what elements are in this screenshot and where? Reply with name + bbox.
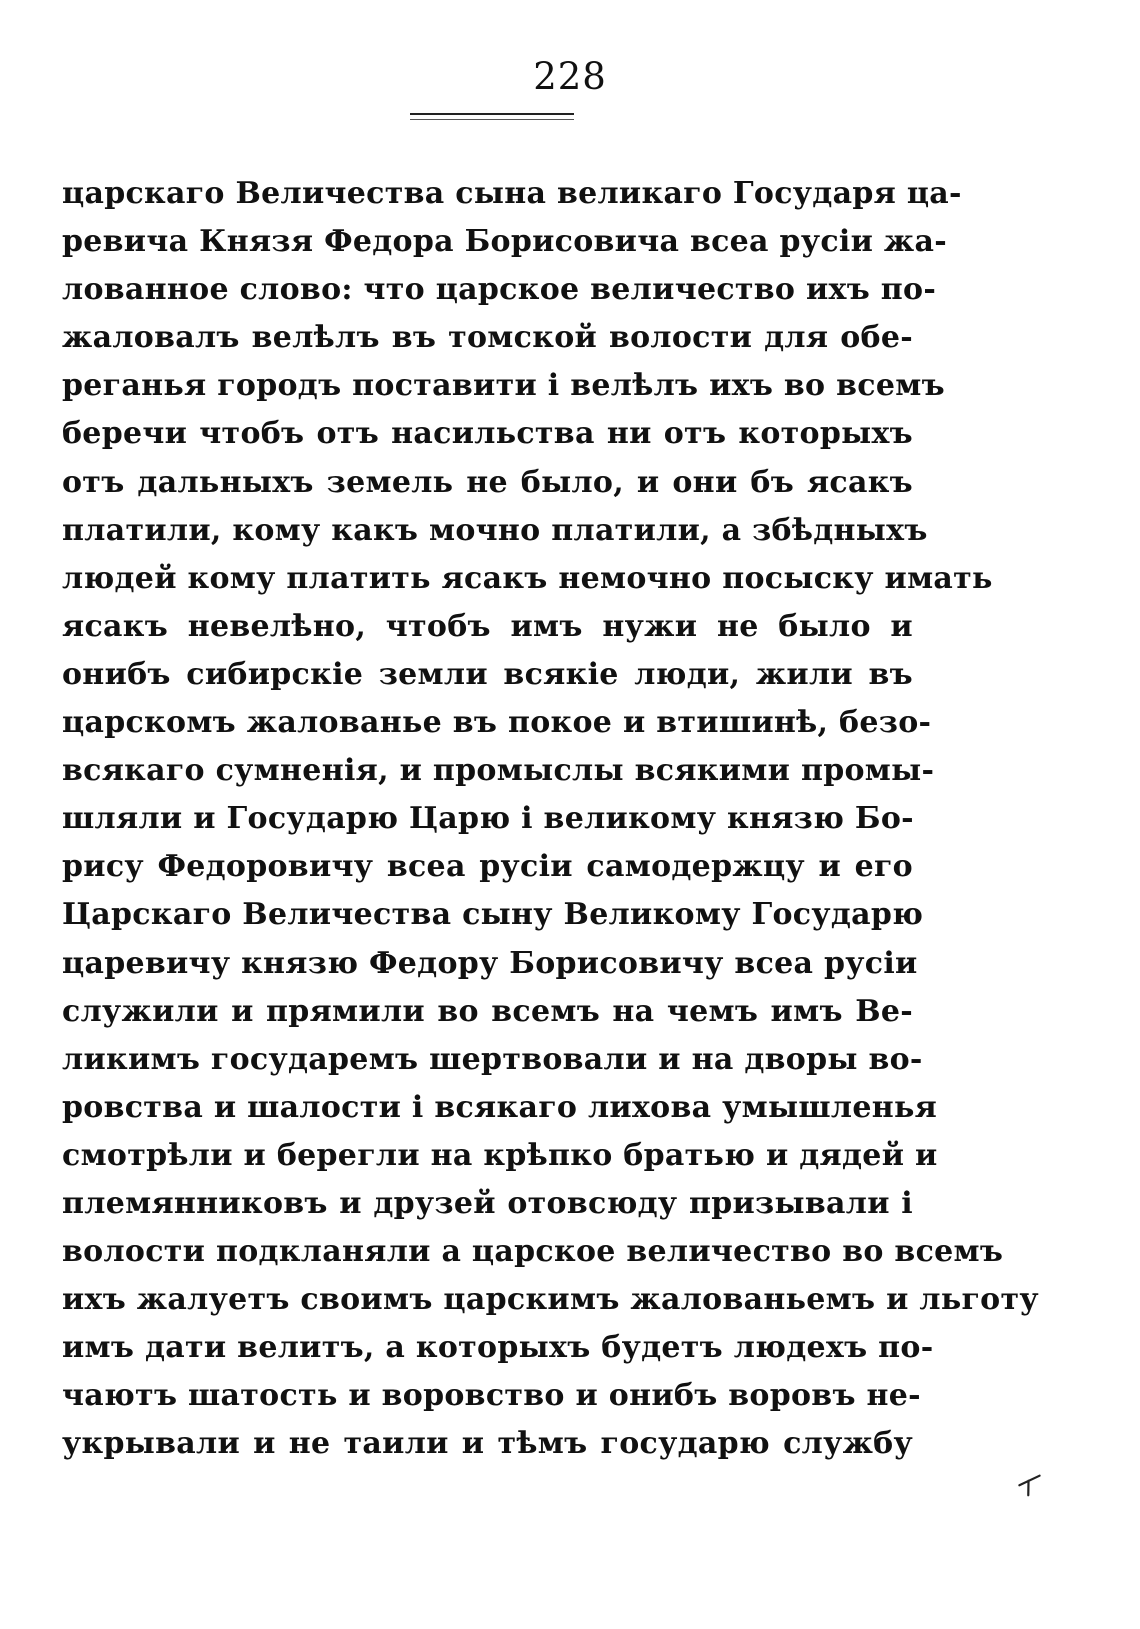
text-line: служили и прямили во всемъ на чемъ имъ Ве- [62,993,913,1029]
text-line: людей кому платить ясакъ немочно посыску имать [62,560,993,596]
text-line: всякаго сумненія, и промыслы всякими промы- [62,753,935,789]
text-line: отъ дальныхъ земель не было, и они бъ ясакъ [62,464,913,500]
text-line: Царскаго Величества сыну Великому Государю [62,897,924,933]
header-rule [410,113,574,115]
text-line: царскомъ жалованье въ покое и втишинѣ, безо- [62,705,932,741]
text-line: платили, кому какъ мочно платили, а збѣдныхъ [62,512,928,548]
text-line: волости подкланяли а царское величество во всемъ [62,1234,1004,1270]
margin-mark-icon [1016,1473,1048,1500]
text-line: царевичу князю Федору Борисовичу всеа русіи [62,945,918,981]
text-line: ровства и шалости і всякаго лихова умышленья [62,1089,938,1125]
text-line: жаловалъ велѣлъ въ томской волости для обе- [62,320,913,356]
text-line: рису Федоровичу всеа русіи самодержцу и его [62,849,913,885]
text-line: шляли и Государю Царю і великому князю Бо- [62,801,914,837]
text-line: лованное слово: что царское величество ихъ по- [62,272,937,308]
text-line: смотрѣли и берегли на крѣпко братью и дядей и [62,1137,938,1173]
text-line: реганья городъ поставити і велѣлъ ихъ во всемъ [62,368,945,404]
text-line: имъ дати велитъ, а которыхъ будетъ людехъ по- [62,1330,934,1366]
header-rule-thin [410,119,574,120]
text-line: ликимъ государемъ шертвовали и на дворы во- [62,1041,923,1077]
text-line: чаютъ шатость и воровство и онибъ воровъ не- [62,1378,921,1414]
text-line: укрывали и не таили и тѣмъ государю службу [62,1426,913,1462]
text-line: ревича Князя Федора Борисовича всеа русіи жа- [62,224,947,260]
text-line: ихъ жалуетъ своимъ царскимъ жалованьемъ и льготу [62,1282,1039,1318]
text-line: беречи чтобъ отъ насильства ни отъ которыхъ [62,416,913,452]
text-line: ясакъ невелѣно, чтобъ имъ нужи не было и [62,608,913,644]
text-line: племянниковъ и друзей отовсюду призывали і [62,1185,913,1221]
body-text [62,170,1039,1469]
text-line: царскаго Величества сына великаго Государя ца- [62,176,962,211]
text-line: онибъ сибирскіе земли всякіе люди, жили въ [62,656,913,692]
page-number: 228 [533,55,607,98]
